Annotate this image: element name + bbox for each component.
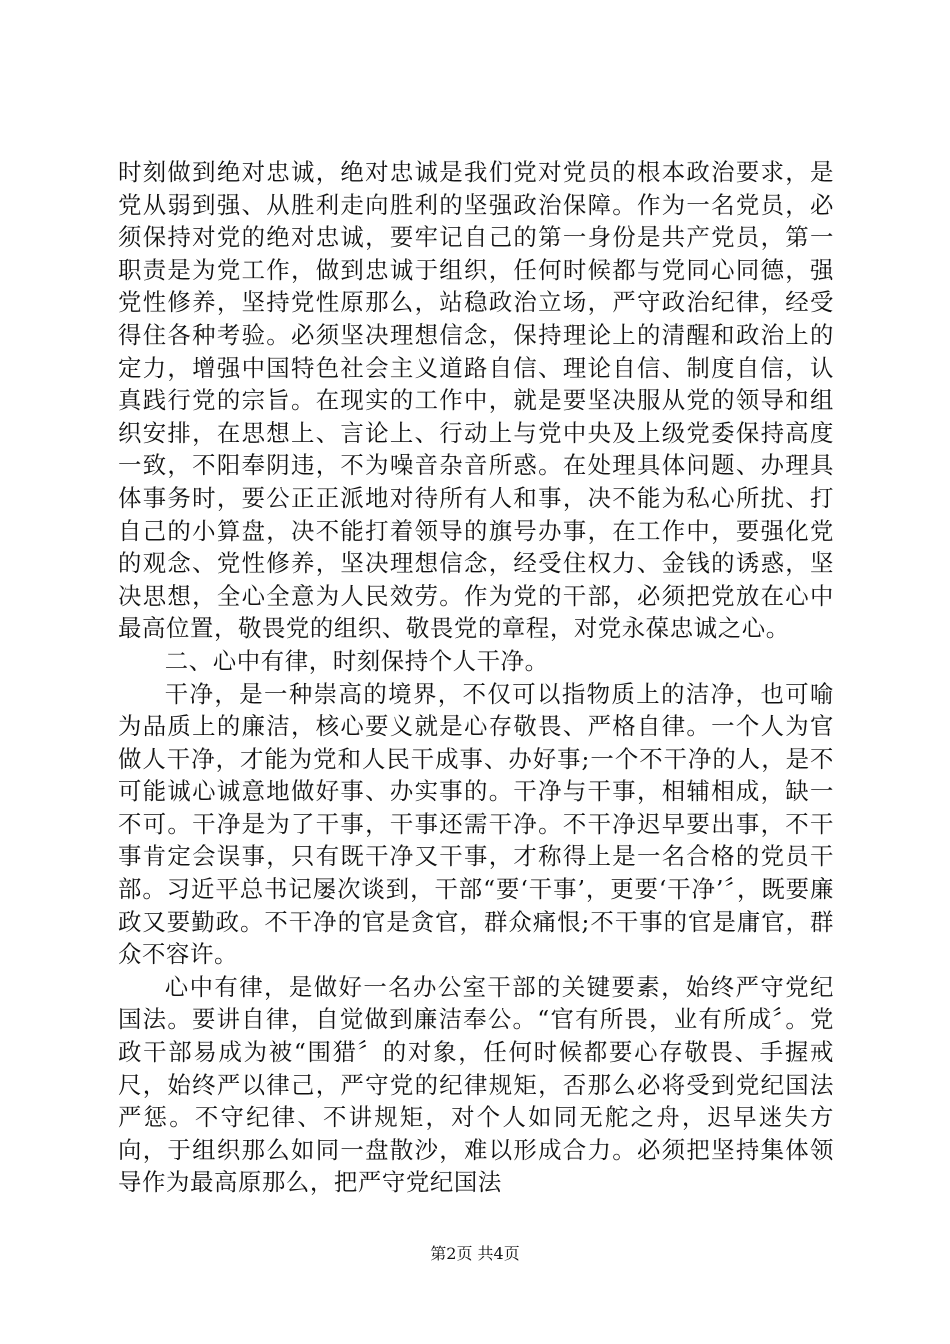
paragraph-discipline: 心中有律，是做好一名办公室干部的关键要素，始终严守党纪国法。要讲自律，自觉做到廉洁奉公。“官有所畏，业有所成〞。党政干部易成为被“围猎〞的对象，任何时候都要心存敬畏、手握戒尺，始终严以律己，严守党的纪律规矩，否那么必将受到党纪国法严惩。不守纪律、不讲规矩，对个人如同无舵之舟，迟早迷失方向，于组织那么如同一盘散沙，难以形成合力。必须把坚持集体领导作为最高原那么，把严守党纪国法 xyxy=(118,972,834,1197)
section-heading-two: 二、心中有律，时刻保持个人干净。 xyxy=(164,646,549,675)
document-body xyxy=(118,156,834,1199)
paragraph-loyalty: 时刻做到绝对忠诚，绝对忠诚是我们党对党员的根本政治要求，是党从弱到强、从胜利走向胜利的坚强政治保障。作为一名党员，必须保持对党的绝对忠诚，要牢记自己的第一身份是共产党员，第一职责是为党工作，做到忠诚于组织，任何时候都与党同心同德，强党性修养，坚持党性原那么，站稳政治立场，严守政治纪律，经受得住各种考验。必须坚决理想信念，保持理论上的清醒和政治上的定力，增强中国特色社会主义道路自信、理论自信、制度自信，认真践行党的宗旨。在现实的工作中，就是要坚决服从党的领导和组织安排，在思想上、言论上、行动上与党中央及上级党委保持高度一致，不阳奉阴违，不为噪音杂音所惑。在处理具体问题、办理具体事务时，要公正正派地对待所有人和事，决不能为私心所扰、打自己的小算盘，决不能打着领导的旗号办事，在工作中，要强化党的观念、党性修养，坚决理想信念，经受住权力、金钱的诱惑，坚决思想，全心全意为人民效劳。作为党的干部，必须把党放在心中最高位置，敬畏党的组织、敬畏党的章程，对党永葆忠诚之心。 xyxy=(118,158,834,643)
page-footer: 第2页 共4页 xyxy=(430,1244,520,1263)
paragraph-cleanliness: 干净，是一种崇高的境界，不仅可以指物质上的洁净，也可喻为品质上的廉洁，核心要义就是心存敬畏、严格自律。一个人为官做人干净，才能为党和人民干成事、办好事;一个不干净的人，是不可能诚心诚意地做好事、办实事的。干净与干事，相辅相成，缺一不可。干净是为了干事，干事还需干净。不干净迟早要出事，不干事肯定会误事，只有既干净又干事，才称得上是一名合格的党员干部。习近平总书记屡次谈到，干部“要‘干事’，更要‘干净’〞，既要廉政又要勤政。不干净的官是贪官，群众痛恨;不干事的官是庸官，群众不容许。 xyxy=(118,679,834,969)
